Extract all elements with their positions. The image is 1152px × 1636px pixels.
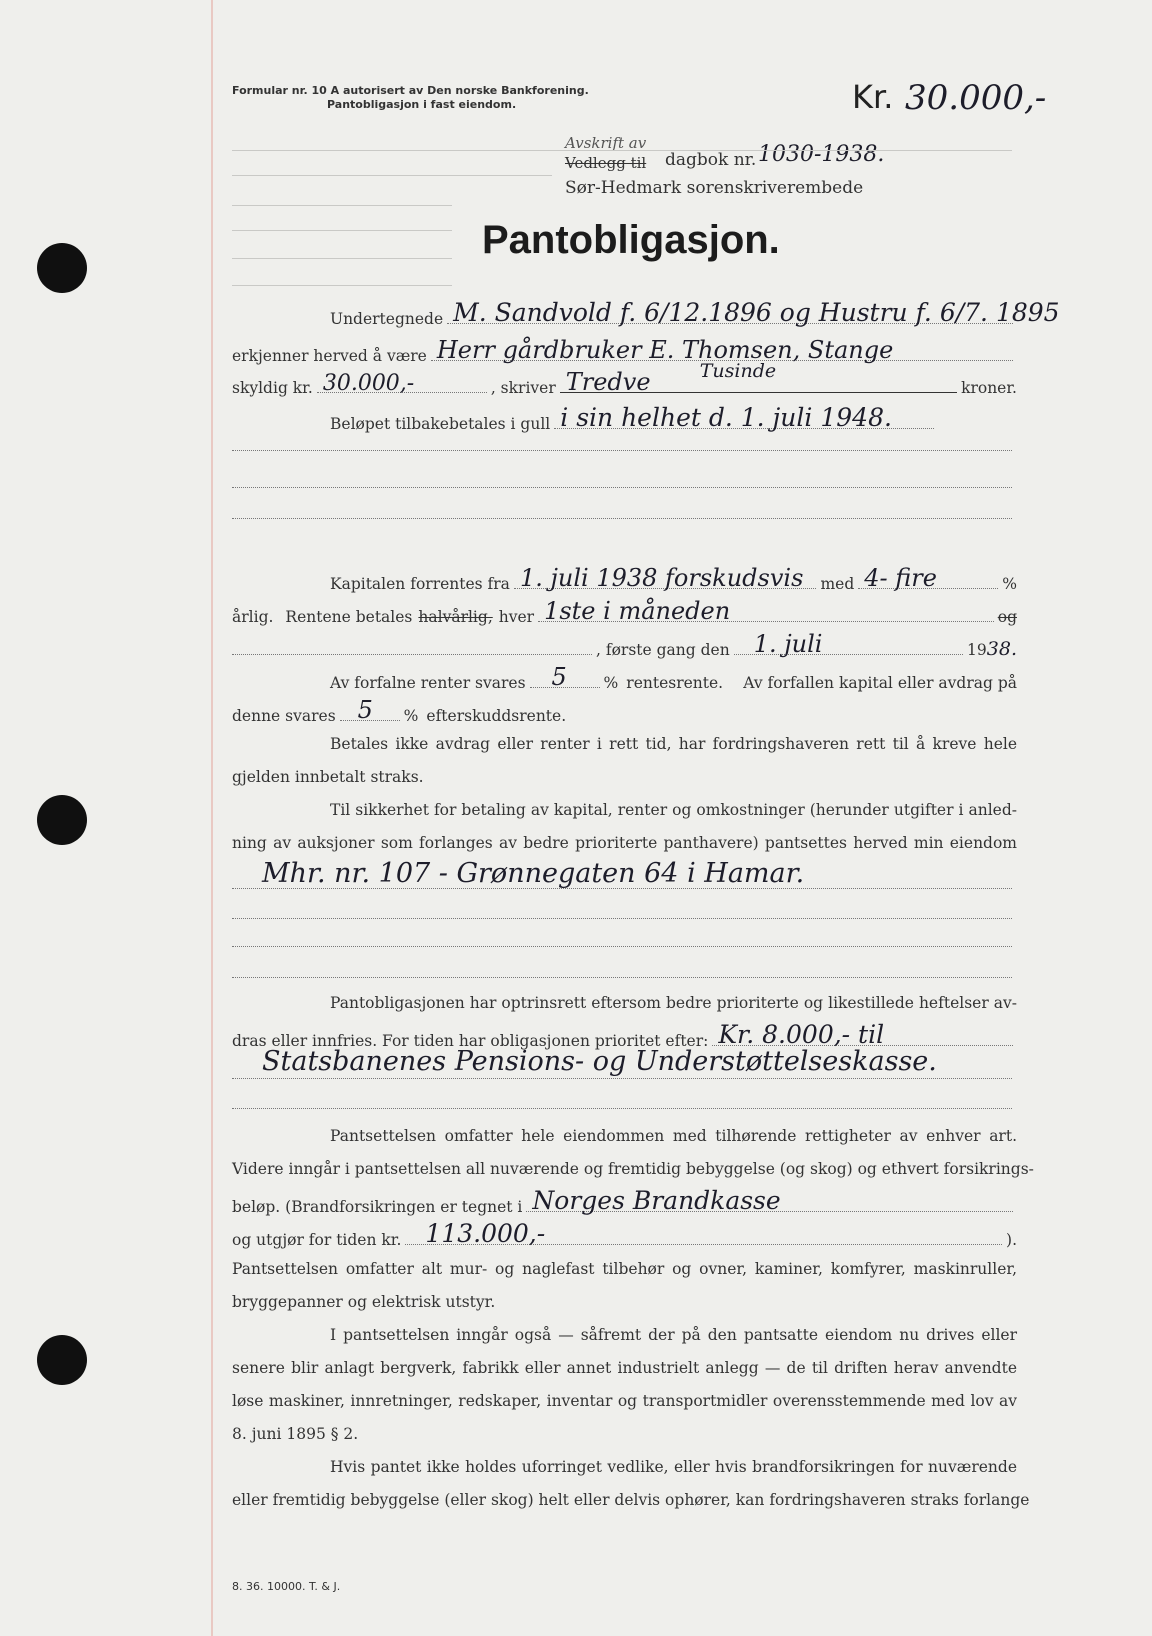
blank-line <box>232 918 1012 919</box>
closing-paren: ). <box>1006 1231 1017 1249</box>
rentene-row <box>232 597 1017 626</box>
amount-prefix: Kr. <box>852 78 894 116</box>
omfatter-line1: Pantsettelsen omfatter hele eiendommen med tilhørende rettigheter av enhver art. <box>330 1127 1017 1145</box>
punch-hole-middle <box>37 795 87 845</box>
arlig-label: årlig. <box>232 608 274 626</box>
prioritet-field <box>712 1020 1013 1049</box>
forfalne-field <box>530 663 600 691</box>
year-prefix: 19 <box>967 641 987 659</box>
bleed-line <box>232 150 1012 151</box>
blank-line <box>232 946 1012 947</box>
kroner-label: kroner. <box>961 379 1017 397</box>
skriver-label: , skriver <box>490 379 556 397</box>
kapitalen-row <box>232 564 1017 593</box>
kapitalen-value: 1. juli 1938 forskudsvis <box>519 564 804 592</box>
sikkerhet-line2: ning av auksjoner som forlanges av bedre prioriterte panthavere) pantsettes herved min eiendom <box>232 834 1017 852</box>
betales-line1: Betales ikke avdrag eller renter i rett tid, har fordringshaveren rett til å kreve hele <box>330 735 1017 753</box>
belopet-label: Beløpet tilbakebetales i gull <box>330 415 551 433</box>
hver-field <box>538 597 994 625</box>
sikkerhet-line1: Til sikkerhet for betaling av kapital, renter og omkostninger (herunder utgifter i anled- <box>330 801 1017 819</box>
hver-value: 1ste i måneden <box>544 597 731 625</box>
med-field <box>858 564 998 592</box>
percent-label: % <box>1002 575 1017 593</box>
halvarlig-struck: halvårlig, <box>418 608 493 626</box>
punch-hole-bottom <box>37 1335 87 1385</box>
forste-label: , første gang den <box>596 641 730 659</box>
dagbok-over-label: Avskrift av <box>565 134 647 152</box>
prioritet-value: Kr. 8.000,- til <box>718 1020 885 1049</box>
rentesrente-label: rentesrente. <box>626 674 724 692</box>
skyldig-label: skyldig kr. <box>232 379 313 397</box>
dagbok-number: 1030-1938. <box>758 142 885 167</box>
form-header <box>232 84 589 112</box>
bleed-line <box>232 258 452 259</box>
form-header-line2: Pantobligasjon i fast eiendom. <box>327 98 517 111</box>
prioritet-line <box>232 1078 1012 1079</box>
belopet-row <box>232 403 1017 433</box>
denne-label: denne svares <box>232 707 336 725</box>
year-value: 38. <box>986 638 1017 660</box>
form-header-line1: Formular nr. 10 A autorisert av Den norske Bankforening. <box>232 84 589 97</box>
belopet-value: i sin helhet d. 1. juli 1948. <box>560 403 892 432</box>
omfatter-line2: Videre inngår i pantsettelsen all nuværende og fremtidig bebyggelse (og skog) og ethvert forsikrings- <box>232 1160 1034 1178</box>
skriver-field <box>560 360 957 396</box>
mur-line2: bryggepanner og elektrisk utstyr. <box>232 1293 496 1311</box>
erkjenner-value: Herr gårdbruker E. Thomsen, Stange <box>436 336 894 364</box>
ogsa-line4: 8. juni 1895 § 2. <box>232 1425 359 1443</box>
hvis-line1: Hvis pantet ikke holdes uforringet vedlike, eller hvis brandforsikringen for nuværende <box>330 1458 1017 1476</box>
kapitalen-label: Kapitalen forrentes fra <box>330 575 510 593</box>
blank-line <box>232 518 1012 519</box>
ogsa-line2: senere blir anlagt bergverk, fabrikk eller annet industrielt anlegg — de til driften herav anvendte <box>232 1359 1017 1377</box>
margin-line <box>211 0 213 1636</box>
betales-line2: gjelden innbetalt straks. <box>232 768 424 786</box>
ogsa-line1: I pantsettelsen inngår også — såfremt der på den pantsatte eiendom nu drives eller <box>330 1326 1017 1344</box>
forfalne-value: 5 <box>551 663 567 691</box>
dagbok-label: dagbok nr. <box>665 150 757 170</box>
forste-field <box>734 630 963 658</box>
footer-print-code: 8. 36. 10000. T. & J. <box>232 1580 341 1593</box>
skriver-value-above: Tusinde <box>699 360 777 382</box>
brandforsikring-row <box>232 1186 1017 1216</box>
eiendom-line <box>232 888 1012 889</box>
kapitalen-field <box>514 564 817 592</box>
blank-line <box>232 1108 1012 1109</box>
erkjenner-field <box>431 336 1013 364</box>
skyldig-value: 30.000,- <box>322 371 415 396</box>
denne-percent: % <box>403 707 419 725</box>
belopet-field <box>554 403 934 432</box>
forste-blank <box>232 636 592 655</box>
bleed-line <box>232 205 452 206</box>
denne-row <box>232 696 1017 725</box>
med-value: 4- fire <box>864 564 937 592</box>
punch-hole-top <box>37 243 87 293</box>
forste-value: 1. juli <box>753 630 823 658</box>
bleed-line <box>232 285 452 286</box>
dagbok-struck-label: Vedlegg til <box>565 154 647 172</box>
undertegnede-field <box>447 298 1060 327</box>
blank-line <box>232 487 1012 488</box>
efterskudd-label: efterskuddsrente. <box>426 707 567 725</box>
erkjenner-row <box>232 336 1017 365</box>
skriver-value: Tredve <box>565 368 651 396</box>
brandkasse-field <box>526 1186 1013 1215</box>
ogsa-line3: løse maskiner, innretninger, redskaper, inventar og transportmidler overensstemmende med lov av <box>232 1392 1017 1410</box>
blank-line <box>232 450 1012 451</box>
hvis-line2: eller fremtidig bebyggelse (eller skog) helt eller delvis ophører, kan fordringshaveren straks forlange <box>232 1491 1030 1509</box>
optrin-line2: dras eller innfries. For tiden har obligasjonen prioritet efter: <box>232 1032 709 1050</box>
forfalne-percent: % <box>603 674 619 692</box>
omfatter-line3: beløp. (Brandforsikringen er tegnet i <box>232 1198 523 1216</box>
undertegnede-row <box>232 298 1060 328</box>
optrin-line1: Pantobligasjonen har optrinsrett eftersom bedre prioriterte og likestillede heftelser av- <box>330 994 1017 1012</box>
mur-line1: Pantsettelsen omfatter alt mur- og naglefast tilbehør og ovner, kaminer, komfyrer, maskinruller, <box>232 1260 1017 1278</box>
denne-field <box>340 696 400 724</box>
forfalne-label: Av forfalne renter svares <box>330 674 526 692</box>
forfalne-row <box>232 663 1017 692</box>
erkjenner-label: erkjenner herved å være <box>232 347 427 365</box>
page-title: Pantobligasjon. <box>482 218 780 262</box>
rentene-label: Rentene betales <box>285 608 413 626</box>
skyldig-field <box>317 371 487 396</box>
utgjor-label: og utgjør for tiden kr. <box>232 1231 402 1249</box>
utgjor-field <box>405 1219 1002 1248</box>
bleed-line <box>232 175 552 176</box>
skyldig-row <box>232 360 1017 397</box>
forfallen-kapital-label: Av forfallen kapital eller avdrag på <box>743 674 1017 692</box>
bleed-line <box>232 230 452 231</box>
undertegnede-label: Undertegnede <box>330 310 444 328</box>
forste-row <box>232 630 1017 660</box>
prioritet-value2: Statsbanenes Pensions- og Understøttelseskasse. <box>262 1046 937 1077</box>
utgjor-row <box>232 1219 1017 1249</box>
office-stamp: Sør-Hedmark sorenskriverembede <box>565 178 864 198</box>
med-label: med <box>820 575 855 593</box>
blank-line <box>232 977 1012 978</box>
brandkasse-value: Norges Brandkasse <box>532 1186 781 1215</box>
utgjor-value: 113.000,- <box>425 1219 546 1248</box>
undertegnede-value: M. Sandvold f. 6/12.1896 og Hustru f. 6/7. 1895 <box>453 298 1060 327</box>
amount-value: 30.000,- <box>905 78 1047 118</box>
hver-label: hver <box>498 608 535 626</box>
og-struck: og <box>997 608 1017 626</box>
eiendom-value: Mhr. nr. 107 - Grønnegaten 64 i Hamar. <box>262 858 805 889</box>
denne-value: 5 <box>357 696 373 724</box>
